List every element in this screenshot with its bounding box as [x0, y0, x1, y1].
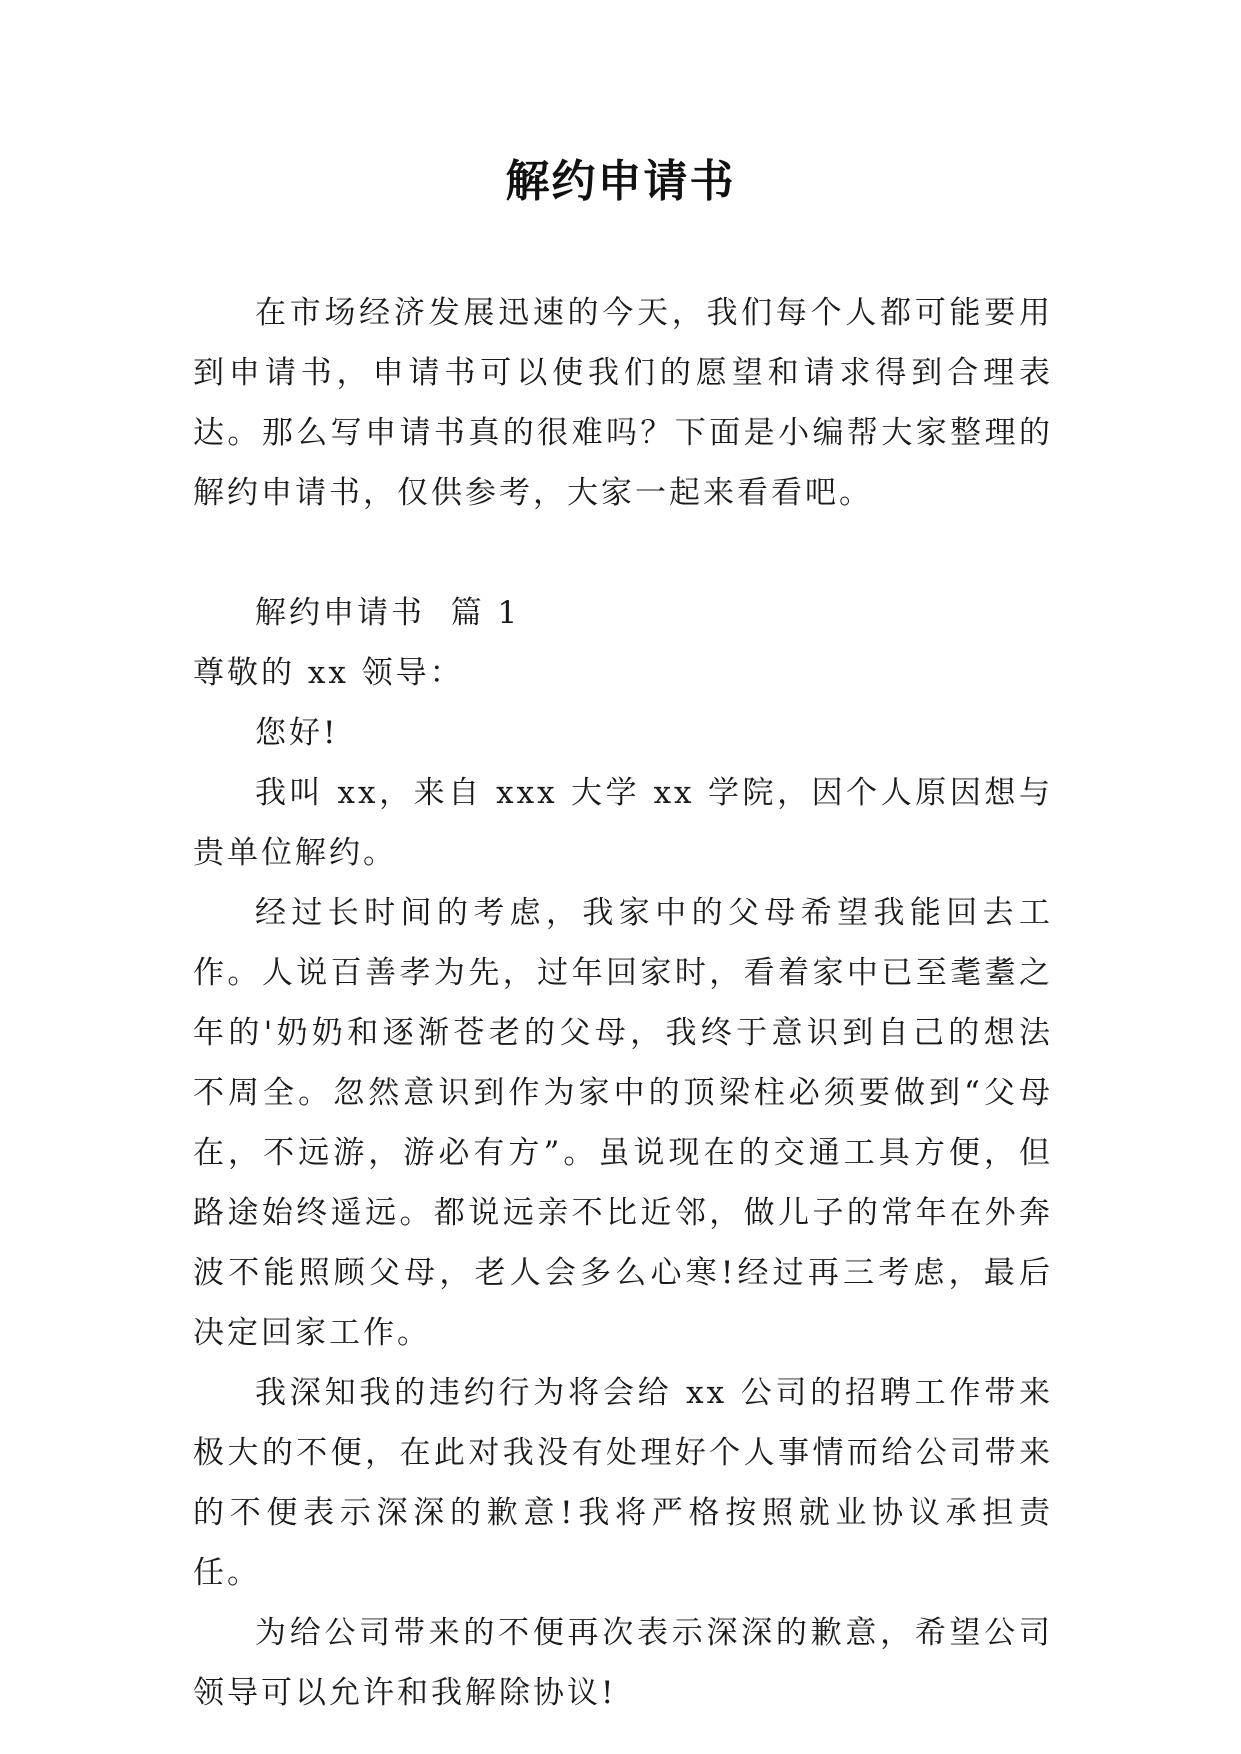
intro-paragraph: 在市场经济发展迅速的今天，我们每个人都可能要用到申请书，申请书可以使我们的愿望和请求得到合理表达。那么写申请书真的很难吗？下面是小编帮大家整理的解约申请书，仅供参考，大家一起来看看吧。 — [193, 295, 1053, 511]
body-paragraph-4: 为给公司带来的不便再次表示深深的歉意，希望公司领导可以允许和我解除协议! — [193, 1615, 1053, 1711]
body-paragraph-2: 经过长时间的考虑，我家中的父母希望我能回去工作。人说百善孝为先，过年回家时，看着家中已至耄耋之年的'奶奶和逐渐苍老的父母，我终于意识到自己的想法不周全。忽然意识到作为家中的顶梁柱必须要做到“父母在，不远游，游必有方”。虽说现在的交通工具方便，但路途始终遥远。都说远亲不比近邻，做儿子的常年在外奔波不能照顾父母，老人会多么心寒!经过再三考虑，最后决定回家工作。 — [193, 895, 1053, 1351]
document-body — [193, 283, 1053, 1723]
body-paragraph-3: 我深知我的违约行为将会给 xx 公司的招聘工作带来极大的不便，在此对我没有处理好个人事情而给公司带来的不便表示深深的歉意!我将严格按照就业协议承担责任。 — [193, 1375, 1053, 1591]
greeting: 您好! — [255, 715, 339, 751]
section-heading: 解约申请书 篇 1 — [255, 595, 521, 631]
body-paragraph-1: 我叫 xx，来自 xxx 大学 xx 学院，因个人原因想与贵单位解约。 — [193, 775, 1053, 871]
salutation: 尊敬的 xx 领导： — [193, 655, 464, 691]
document-title: 解约申请书 — [505, 156, 736, 207]
